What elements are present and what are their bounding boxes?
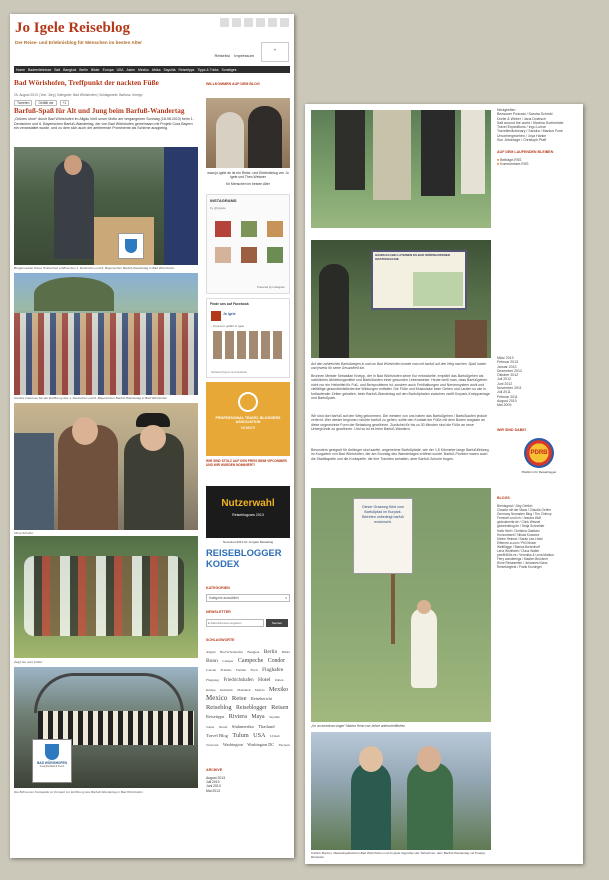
site-header [10, 14, 294, 62]
award-badge[interactable] [206, 486, 290, 538]
tag-link[interactable]: Maya [251, 714, 265, 721]
tag-link[interactable]: Fisch [250, 668, 258, 673]
twitter-icon[interactable] [244, 18, 253, 27]
blog-link[interactable]: Kleine Heimat / Sarah Lee-Holst [497, 536, 543, 541]
instagram-thumb[interactable] [215, 221, 231, 237]
caption-1: Bürgermeister Klaus Holetschek eröffnet den 1. Deutschen und 6. Bayerischen Barfuß-Wandertag in Bad Wörishofen [14, 266, 175, 270]
man-couple [407, 762, 453, 850]
blog-link[interactable]: Brentsgrad / Jörg Gerlich [497, 504, 533, 508]
instagram-thumb[interactable] [241, 221, 257, 237]
instagram-thumb[interactable] [215, 247, 231, 263]
photo-sign-board[interactable] [311, 240, 491, 358]
facebook-like-button[interactable]: Gefällt mir [35, 100, 56, 106]
tag-link[interactable]: Cancun [206, 668, 217, 673]
nav-item[interactable]: Home [16, 67, 26, 72]
person-left [14, 433, 54, 530]
banner [164, 147, 198, 265]
p2-blogs-heading: BLOGS [497, 496, 510, 500]
blog-link[interactable]: Fernweh und ich / Jessica Wolf [497, 516, 542, 521]
newsletter-heading: NEWSLETTER [206, 610, 231, 614]
caption-4: Zeigt her eure Füße! [14, 660, 43, 664]
tag-link[interactable]: Mahahual [237, 687, 251, 692]
meadow-sign: Dieser Grasweg führt zum Barfußpfad im Kurpark. Betreten unbedingt barfuß erwünscht. [353, 498, 413, 574]
post-subheading: Barfuß-Spaß für Alt und Jung beim Barfuß-Wandertag [14, 107, 185, 115]
tag-link[interactable]: Friedrichshafen [223, 677, 254, 683]
blog-link[interactable]: globusbreite.de / Chris Wessel [497, 520, 541, 525]
woman-couple [351, 762, 391, 850]
post-title[interactable]: Bad Wörishofen, Treffpunkt der nackten Füße [14, 78, 159, 87]
tag-link[interactable]: Kneipp [206, 687, 216, 692]
photo-crowd[interactable] [14, 273, 198, 395]
author-2 [248, 106, 282, 168]
sign-text: BAD WÖRISHOFEN [37, 761, 67, 765]
woman-head [417, 600, 431, 614]
tag-link[interactable]: Südamerika [231, 723, 254, 729]
p2-body-3: Besonders geeignet für Anfänger sind sanfte, angenehme Barfußpfade, wie der 1,5 Kilometer lange Barfußfühlweg im Kurgarten von Bad Wörishofen, der am Sonntag des Wandertages eröffnet wurde. Barfuß-Pioniere waren auch die Stadtkapelle und die Kurkapelle, die ihre Trachten anhatten, aber Barfuß-Schuhe trugen. [311, 448, 489, 461]
photo-legs[interactable] [311, 110, 491, 228]
blog-link[interactable]: Hallo Welt / Christina Gladtani [497, 528, 540, 533]
archive-link[interactable]: Mai 2013 [206, 788, 220, 793]
nav-item[interactable]: Mexiko [138, 67, 149, 72]
tag-link[interactable]: Condor [267, 658, 286, 665]
woman-figure [411, 608, 437, 688]
tag-link[interactable]: Washington [222, 742, 243, 748]
tag-cloud [206, 646, 290, 764]
authors-photo[interactable] [206, 98, 290, 168]
nav-item[interactable]: Asien [126, 67, 136, 72]
legs-2 [373, 110, 411, 200]
info-board [371, 250, 467, 310]
tag-link[interactable]: Thailand [258, 723, 275, 729]
archive-link[interactable]: Oktober 2012 [497, 373, 519, 378]
tag-link[interactable]: Washington DC [247, 742, 275, 748]
side-link[interactable]: Bezauner Podcast / Sandra Schmid [497, 112, 553, 117]
instagram-heading: INSTAGRAMS [210, 198, 237, 203]
archive-heading: ARCHIVE [206, 768, 223, 772]
sign-subtext: Kneippheilbad & Kurort [39, 765, 65, 768]
instagram-footer: Powered by Instagram [257, 285, 285, 289]
ptba-text: PROFESSIONAL TRAVEL BLOGGERS ASSOCIATION [215, 416, 281, 425]
visitor-figure-2 [455, 320, 487, 358]
award-footer: Nominiert 2013 für Jo Igele Reiseblog [222, 540, 274, 544]
tag-link[interactable]: Berlin [263, 649, 278, 655]
blog-link[interactable]: Germany Nomaden Blog / Tim Chimoy [497, 512, 552, 517]
archive-link[interactable]: Juli 2011 [497, 390, 511, 395]
youtube-icon[interactable] [280, 18, 289, 27]
tag-link[interactable]: Reiseblogger [236, 705, 267, 712]
facebook-widget [206, 298, 290, 378]
nav-item[interactable]: Berlin [79, 67, 88, 72]
blog-link[interactable]: Horizontweit / Nikola Kowarze [497, 532, 540, 537]
facebook-heading: Finde uns auf Facebook [210, 302, 249, 306]
photo-meadow-sign[interactable] [311, 488, 491, 722]
tag-link[interactable]: Urlaub [269, 733, 280, 738]
nav-item[interactable]: Badeerlebnisse [28, 67, 52, 72]
tag-link[interactable]: Sonne [206, 724, 215, 729]
tag-link[interactable]: Riviera [228, 713, 247, 721]
facebook-avatar[interactable] [211, 311, 221, 321]
kodex-logo[interactable]: REISEBLOGGER KODEX [206, 547, 282, 569]
sidebar-welcome-text: www.jo-igele.de ist ein Reise- und Erlebnisblog von Jo Igele und Theo Weisner [207, 171, 289, 180]
tag-link[interactable]: Italien [274, 677, 284, 682]
legs-3 [421, 110, 455, 196]
author-1 [216, 112, 244, 168]
archive-link[interactable]: Februar 2011 [497, 394, 518, 399]
blog-link[interactable]: globetrotting.de / Tanja Schneider [497, 524, 545, 529]
legs-4 [461, 110, 485, 194]
p2-pdrb-heading: WIR SIND DABEI [497, 428, 526, 432]
main-nav [14, 66, 290, 73]
post-meta: 25. August 2013 | Von: Jörg | Kategorie: Bad Wörishofen | Schlagworte: Barfuss, Kneipp [14, 93, 143, 97]
legs-1 [335, 110, 365, 190]
tag-link[interactable]: Reise [231, 695, 247, 703]
trees [34, 277, 114, 311]
blog-link[interactable]: Claudia mit der Maus / Claudia Oehler [497, 508, 552, 513]
tag-link[interactable]: Hotel [258, 676, 271, 683]
page-2 [305, 104, 583, 864]
tag-link[interactable]: USA [253, 731, 266, 739]
tag-link[interactable]: Camper [222, 659, 234, 664]
lectern-crest [118, 233, 144, 259]
post-intro: „Grünes ohne“ durch Bad Wörishofen im Allgäu hieß unser Motto am vergangenen Sonntag (18.08.2013) beim 1. Deutschen und 6. Bayerischen Barfuß-Wandertag, der von Bad Wörishofen gemeinsam mit Projekt Cura Bayern ein veranstaltet wurde, und zu dem sich auch der amtierende Prominente als Schirme ausgiebig. [14, 117, 194, 131]
page-1 [10, 14, 294, 858]
tag-link[interactable]: Strand [218, 724, 228, 729]
archive-list [206, 776, 225, 793]
rss-icon[interactable] [220, 18, 229, 27]
rss-icon: ■ [497, 158, 500, 162]
side-link[interactable]: Dortle & Weber / Jana Doleisch [497, 116, 546, 121]
top-link-impressum[interactable]: Impressum [234, 53, 254, 58]
blog-link[interactable]: Eifernen-a.com / Phil Moser [497, 540, 537, 545]
nav-item[interactable]: Bilder [90, 67, 100, 72]
blog-link[interactable]: Fiery wanderings / Madlen Brückner [497, 557, 549, 562]
tag-link[interactable]: Mexiko [268, 685, 289, 693]
instagram-thumb[interactable] [267, 221, 283, 237]
categories-select-value: Kategorie auswählen [209, 596, 239, 600]
pdrb-badge[interactable] [519, 438, 559, 484]
pdrb-sub: Plattform für Reiseblogger [521, 470, 557, 474]
tag-link[interactable]: Bangkok [247, 650, 260, 654]
tag-link[interactable]: Kulinarik [220, 687, 233, 692]
caption-2: Großes Interesse bei der Eröffnung des 1. Deutschen und 6. Bayerischen Barfuß-Wandertag in Bad Wörishofen [14, 396, 168, 400]
p2-caption-1: Auf den zahlreichen Barfußwegen in und um Bad Wörishofen konnte man mit barfuß auf den Weg machen. Spaß haben und jeweils für seine Gesundheit tun. [311, 362, 487, 371]
tag-link[interactable]: Flughafen [262, 667, 284, 674]
tag-link[interactable]: Veracruz [206, 743, 219, 748]
pinterest-icon[interactable] [268, 18, 277, 27]
archive-link[interactable]: Mai 2009 [497, 403, 512, 408]
blog-link[interactable]: Weltflügge / Bianca Bodenhoff [497, 544, 540, 549]
tag-link[interactable]: Flugzeug [206, 677, 220, 682]
p2-body-1: Brunnen Meister Sebastian Kneipp, der in Bad Wörishofen seine Kur entwickelte, empfahl das Barfußgehen als natürliches Abhärtungsmittel und Barfußlaufen einer gesunden Lebensweise. Heute weiß man, dass Barfußgehen nicht nur ein Heilmittel für Fuß- und Beinprobleme ist, sondern auch Fehlhaltungen und Nervensystem wohl und vielfältige gesundheitsfördernde Wirkungen entfaltet. Die Füße und Muskulatur beim Gehen und Laufen so wie in fortlaufender Zeiten gehalten, beim Barfuß-Wandertag auf den Barfußpfaden zwischen zwölf Kurpark-Kneippanlage und Barfußpark. [311, 374, 490, 401]
map-graphic [413, 272, 463, 306]
p2-caption-3: Cathrin Bunten, Marketingdirektorin Bad Wörishofen und Jo Igele begrüßen die Teilnehmer, dem Barfuß-Wandertag mit Kneipp-Rezepten [311, 851, 486, 859]
nav-item[interactable]: Sayulita [163, 67, 176, 72]
nav-item[interactable]: Bali [54, 67, 61, 72]
sign-post [391, 574, 395, 644]
photo-couple[interactable] [311, 732, 491, 850]
nav-item[interactable]: Afrika [151, 67, 161, 72]
facebook-page-name[interactable]: Jo Igele [223, 312, 236, 316]
tweet-button[interactable]: Tweeten [14, 100, 32, 106]
blog-link[interactable]: Reiseblogfest / Frank Kroninger [497, 565, 542, 570]
newsletter-submit-button[interactable]: Senden [266, 619, 288, 627]
p2-side-links [497, 108, 581, 142]
blog-link[interactable]: pixel5460x.es / Veronika & Lena Markus [497, 553, 554, 558]
nav-item[interactable]: Sonstiges [221, 67, 237, 72]
archive-link[interactable]: August 2010 [497, 398, 517, 403]
top-links [212, 53, 254, 58]
tag-link[interactable]: Erlebnis [220, 668, 232, 673]
archive-link[interactable]: November 2011 [497, 386, 522, 391]
tag-link[interactable]: Tulum [232, 731, 249, 739]
facebook-fans [213, 331, 285, 359]
tag-link[interactable]: Merida [254, 687, 265, 692]
award-heading: WIR SIND STOLZ AUF DEN PREIS BEIM VIPCOMMER UND WIR WURDEN NOMINIERT! [206, 459, 287, 467]
p2-blogs-list [497, 504, 581, 570]
award-sub: Reiseblogcars 2013 [232, 513, 264, 517]
side-link[interactable]: Salt around the world / Martina Dorfmeister [497, 120, 564, 125]
google-plus-icon[interactable] [256, 18, 265, 27]
side-link[interactable]: Travel Expeditions / Ingo Lohse [497, 125, 546, 130]
rss-link-label: Beiträge-RSS [500, 158, 522, 162]
sidebar-welcome-heading: WILLKOMMEN AUF DEM BLOG [206, 82, 260, 86]
tag-link[interactable]: Mexico [206, 694, 228, 703]
archive-link[interactable]: Juni 2012 [497, 381, 513, 386]
nav-item[interactable]: Reisetipps [178, 67, 195, 72]
tag-link[interactable]: Bad Wörishofen [219, 650, 243, 654]
categories-heading: KATEGORIEN [206, 586, 230, 590]
ptba-member: MEMBER [241, 426, 255, 431]
blog-link[interactable]: Lena Wohlfahrt / Claus Walter [497, 549, 540, 554]
partner-logo[interactable] [261, 42, 289, 62]
site-tagline: Der Reise- und Erlebnisblog für Menschen im besten Alter [15, 40, 142, 45]
instagram-thumb[interactable] [241, 247, 257, 263]
tag-link[interactable]: Campeche [237, 658, 264, 665]
chevron-down-icon: ▾ [285, 596, 287, 600]
photo-barefoot-group[interactable] [14, 536, 198, 658]
side-link[interactable]: Sun Jetvintage / Christoph Pfaff [497, 138, 547, 143]
instagram-thumb[interactable] [267, 247, 283, 263]
visitor-figure [319, 264, 349, 358]
photo-speaker[interactable] [14, 147, 198, 265]
archive-link[interactable]: Februar 2013 [497, 360, 519, 365]
stage-arch [34, 673, 184, 713]
speaker-head [64, 155, 82, 175]
tag-link[interactable]: Sayulita [269, 715, 280, 720]
tag-link[interactable]: Reiseblog [206, 704, 232, 712]
crest-icon [125, 239, 137, 253]
share-bar [14, 100, 69, 106]
ptba-icon [238, 392, 258, 412]
newsletter-email-input[interactable] [206, 619, 264, 627]
award-title: Nutzerwahl [221, 498, 275, 509]
caption-3: Ohne Schuhe [14, 531, 33, 535]
sidebar-welcome-sub: für Menschen im besten Alter [226, 182, 270, 186]
group-pattern [24, 556, 184, 636]
p2-body-2: Wir sind dort barfuß auf den Weg gekommen. Die meisten von uns haben das Barfußgehen / Barfußlaufen jedoch verlernt. Wer wieder beginnen möchte barfuß zu gehen, sollte den Kontakt der Füße mit dem Boden langsam an diese ungewohnte Form der Belastung gewöhnen. Zunächst für bis zu 30 Minuten sind die Füße an neue Untergründe zu gewöhnen. Und so ist es beim Barfuß-Wandern. [311, 414, 488, 432]
top-link-reiseblog[interactable]: Reiseblo [214, 53, 231, 58]
gplus-button[interactable]: +1 [60, 100, 70, 106]
instagram-sub: by @joigele [210, 206, 226, 210]
p2-caption-2: „I'm an american singer“ Marion Henn von Jehne unterschriftlichen [311, 724, 405, 728]
tag-link[interactable]: Reisetipps [206, 714, 225, 720]
p2-rss [497, 158, 529, 167]
tags-heading: SCHLAGWORTE [206, 638, 235, 642]
tag-link[interactable]: Familie [235, 668, 247, 673]
facebook-icon[interactable] [232, 18, 241, 27]
archive-link[interactable]: Juni 2013 [206, 784, 221, 789]
archive-link[interactable]: August 2013 [206, 776, 226, 780]
person-center-head [72, 417, 98, 445]
nav-item[interactable]: Tipps & Tricks [197, 67, 219, 72]
info-board-text: HÄNDLICH BEI LATEINEN ES BAD WÖRISHOFENER GRATISSCHUHE [375, 253, 450, 261]
archive-link[interactable]: Dezember 2012 [497, 368, 522, 373]
photo-stage[interactable] [14, 667, 198, 788]
facebook-footer: Soziales Plug-In von Facebook [211, 371, 247, 374]
tag-link[interactable]: Reisebericht [250, 696, 272, 702]
nav-item[interactable]: Bangkok [63, 67, 77, 72]
facebook-likes: ...Personen gefällt Jo Igele [211, 324, 245, 328]
instagram-widget [206, 194, 290, 294]
tag-link[interactable]: Bilder [281, 650, 290, 654]
tag-link[interactable]: Travel Blog [206, 732, 228, 738]
p2-archive-list [497, 356, 522, 408]
side-link[interactable]: Neuigkeiten [497, 108, 516, 112]
rss-icon: ■ [497, 162, 500, 167]
ptba-badge[interactable] [206, 382, 290, 456]
man-couple-head [417, 746, 441, 772]
blog-link[interactable]: Ruhe Reiseseiten / Johannes Klaus [497, 561, 548, 566]
person-right-head [140, 425, 166, 451]
pdrb-logo: PDRB [524, 438, 554, 468]
archive-link[interactable]: Juli 2012 [497, 377, 512, 382]
nav-item[interactable]: Europa [102, 67, 114, 72]
caption-5: Die Bühne der Kurkapelle im Kurpark zur Eröffnung des Barfuß-Wandertag in Bad Wörishofen [14, 790, 143, 794]
rss-link-label: Kommentare-RSS [500, 162, 529, 167]
crowd-pattern [14, 313, 198, 395]
stage-sign [32, 739, 72, 783]
tag-link[interactable]: Allgäu [206, 650, 216, 654]
tag-link[interactable]: Yucatan [278, 743, 290, 748]
archive-link[interactable]: März 2013 [497, 356, 514, 360]
sign-crest-icon [45, 744, 59, 760]
tag-link[interactable]: Reisen [271, 704, 289, 712]
p2-friends-heading: AUF DEM LAUFENDEN BLEIBEN [497, 150, 554, 154]
photo-group[interactable] [14, 403, 198, 530]
archive-link[interactable]: Juli 2013 [206, 780, 220, 785]
nav-item[interactable]: USA [116, 67, 124, 72]
categories-select[interactable] [206, 594, 290, 602]
partner-logo-glyph: ✈ [273, 48, 277, 52]
woman-couple-head [359, 746, 383, 772]
archive-link[interactable]: Januar 2013 [497, 364, 517, 369]
side-link[interactable]: Unvorhergesehen / Joya Hanke [497, 133, 547, 138]
tag-link[interactable]: Bonn [206, 658, 218, 665]
rss-link[interactable] [497, 162, 529, 166]
side-link[interactable]: Travellerdictionary / Sandra / Markus Funk [497, 129, 563, 134]
site-title[interactable]: Jo Igele Reiseblog [15, 20, 130, 36]
